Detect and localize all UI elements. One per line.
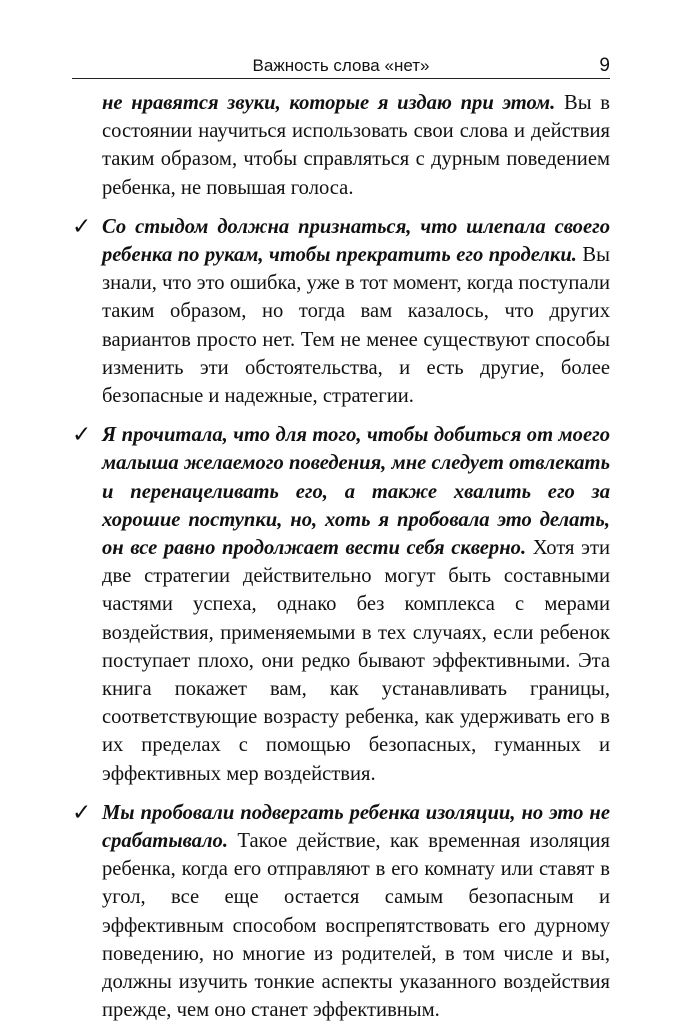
intro-text: Вы в состоянии научиться использовать свои слова и действия таким образом, чтобы справляться с дурным поведением ребенка, не повышая голоса.: [102, 92, 611, 199]
checkmark-icon: ✓: [72, 799, 92, 826]
checkmark-icon: ✓: [72, 422, 92, 449]
chapter-title: Важность слова «нет»: [252, 56, 430, 75]
list-item-paragraph: [102, 799, 610, 1025]
running-header: [72, 52, 610, 79]
list-item-answer: Хотя эти две стратегии действительно могут быть составными частями успеха, однако без комплекса с мерами воздействия, применяемыми в тех случаях, если ребенок поступает плохо, они редко бывают эффективными. Эта книга покажет вам, как устанавливать границы, соответствующие возрасту ребенка, как удерживать его в их пределах с помощью безопасных, гуманных и эффективных мер воздействия.: [102, 537, 610, 785]
body-text: [72, 89, 611, 1025]
list-item-paragraph: [102, 421, 610, 788]
intro-paragraph: [102, 89, 610, 202]
list-item-question: Я прочитала, что для того, чтобы добиться от моего малыша желаемого поведения, мне следует отвлекать и перенацеливать его, а также хвалить его за хорошие поступки, но, хоть я пробовала это делать, он все равно продолжает вести себя скверно.: [102, 424, 610, 560]
list-item-question: Со стыдом должна признаться, что шлепала своего ребенка по рукам, чтобы прекратить его проделки.: [102, 215, 610, 267]
list-item-question: Мы пробовали подвергать ребенка изоляции, но это не срабатывало.: [102, 801, 610, 853]
list-item-answer: Вы знали, что это ошибка, уже в тот момент, когда поступали таким образом, но тогда вам казалось, что других вариантов просто нет. Тем не менее существуют способы изменить эти обстоятельства, и есть другие, более безопасные и надежные, стратегии.: [102, 244, 610, 408]
list-item: [72, 421, 610, 788]
checkmark-icon: ✓: [72, 213, 92, 240]
list-item-paragraph: [102, 213, 610, 410]
list-item: [72, 799, 610, 1025]
page-number: 9: [599, 55, 610, 76]
intro-bold-text: не нравятся звуки, которые я издаю при этом.: [102, 92, 556, 114]
list-item: [72, 213, 610, 410]
list-item-answer: Такое действие, как временная изоляция ребенка, когда его отправляют в его комнату или ставят в угол, все еще остается самым безопасным и эффективным способом воспрепятствовать его дурному поведению, но многие из родителей, в том числе и вы, должны изучить тонкие аспекты указанного воздействия прежде, чем оно станет эффективным.: [102, 830, 610, 1022]
